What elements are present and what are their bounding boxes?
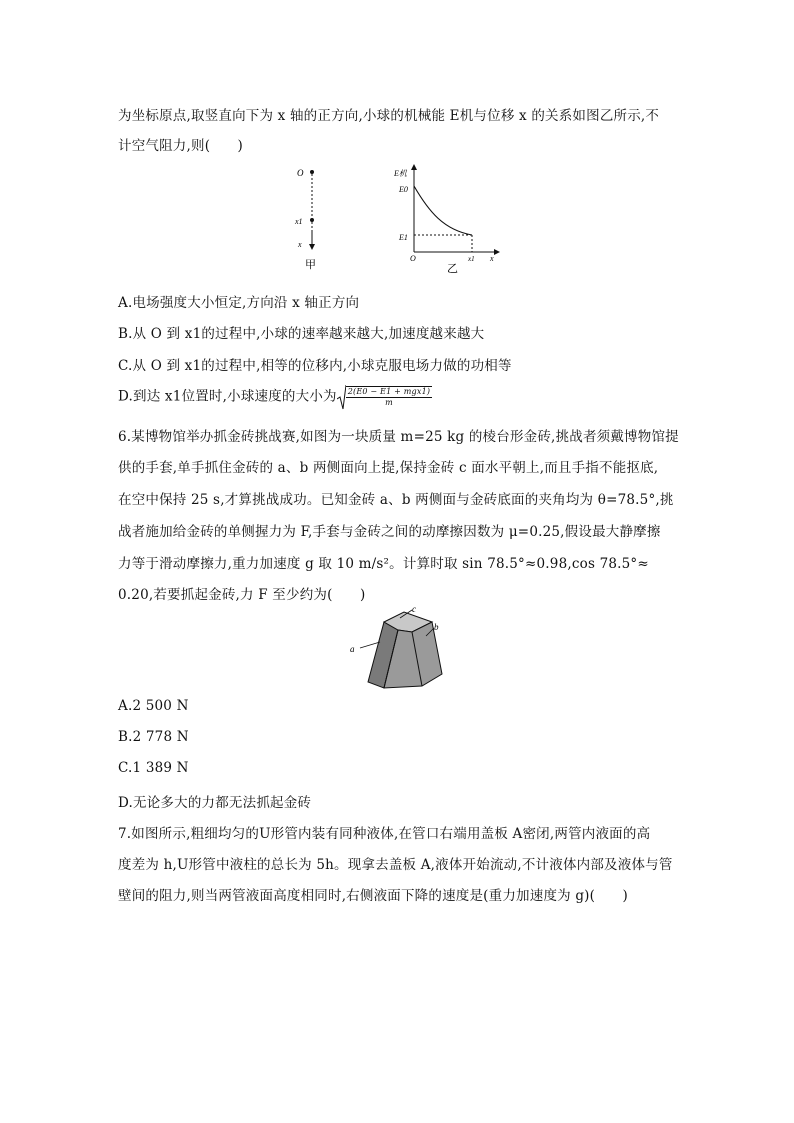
fig-yi-x1-label: x1 <box>468 255 475 263</box>
q6-stem-line-1: 6.某博物馆举办抓金砖挑战赛,如图为一块质量 m=25 kg 的棱台形金砖,挑战者须戴博物馆提 <box>118 429 679 445</box>
q5-option-a: A.电场强度大小恒定,方向沿 x 轴正方向 <box>118 295 360 311</box>
q5-stem-line-1: 为坐标原点,取竖直向下为 x 轴的正方向,小球的机械能 E机与位移 x 的关系如图乙所示,不 <box>118 108 660 124</box>
fraction-denominator: m <box>385 398 393 407</box>
q6-stem-line-2: 供的手套,单手抓住金砖的 a、b 两侧面向上提,保持金砖 c 面水平朝上,而且手指不能抠底, <box>118 460 659 476</box>
fraction-numerator: 2(E0 − E1 + mgx1) <box>347 387 431 396</box>
fig-jia-ball-dot <box>310 218 314 222</box>
fig-yi-caption: 乙 <box>447 263 458 274</box>
fig-yi-e1-label: E1 <box>399 233 408 242</box>
q7-stem-line-2: 度差为 h,U形管中液柱的总长为 5h。现拿去盖板 A,液体开始流动,不计液体内部及液体与管 <box>118 857 673 873</box>
figure-yi <box>394 162 504 274</box>
q6-stem-line-3: 在空中保持 25 s,才算挑战成功。已知金砖 a、b 两侧面与金砖底面的夹角均为 θ=78.5°,挑 <box>118 492 674 508</box>
q5-option-b: B.从 O 到 x1的过程中,小球的速率越来越大,加速度越来越大 <box>118 326 485 342</box>
brick-label-a: a <box>350 644 355 654</box>
fig-jia-arrowhead <box>309 244 315 250</box>
q6-stem-line-5: 力等于滑动摩擦力,重力加速度 g 取 10 m/s²。计算时取 sin 78.5°≈0.98,cos 78.5°≈ <box>118 556 649 572</box>
q5-option-c: C.从 O 到 x1的过程中,相等的位移内,小球克服电场力做的功相等 <box>118 358 512 374</box>
q6-option-a: A.2 500 N <box>118 698 189 714</box>
q7-stem-line-3: 壁间的阻力,则当两管液面高度相同时,右侧液面下降的速度是(重力加速度为 g)( ) <box>118 888 628 904</box>
fig-yi-e-axis-label: E机 <box>394 169 407 178</box>
q6-option-b: B.2 778 N <box>118 729 189 745</box>
q5-option-d-text: D.到达 x1位置时,小球速度的大小为 <box>118 388 337 405</box>
sqrt-fraction <box>346 386 432 408</box>
q7-stem-line-1: 7.如图所示,粗细均匀的U形管内装有同种液体,在管口右端用盖板 A密闭,两管内液面的高 <box>118 826 651 842</box>
fig-jia-origin-label: O <box>297 168 304 178</box>
q5-option-d <box>118 384 432 410</box>
q6-option-c: C.1 389 N <box>118 760 189 776</box>
fig-yi-x-arrowhead <box>494 249 500 255</box>
gold-brick-figure <box>340 604 460 694</box>
fig-jia-x1-label: x1 <box>295 217 303 226</box>
q6-stem-line-4: 战者施加给金砖的单侧握力为 F,手套与金砖之间的动摩擦因数为 μ=0.25,假设最大静摩擦 <box>118 524 661 540</box>
brick-label-c: c <box>412 604 416 614</box>
fig-jia-origin-dot <box>310 170 314 174</box>
q6-option-d: D.无论多大的力都无法抓起金砖 <box>118 795 312 811</box>
fig-yi-x-label: x <box>490 254 494 263</box>
sqrt-sign <box>337 384 346 410</box>
q5-stem-line-2: 计空气阻力,则( ) <box>118 138 244 154</box>
figure-jia <box>290 162 340 272</box>
fig-yi-energy-curve <box>414 186 472 235</box>
fig-jia-caption: 甲 <box>305 259 316 271</box>
brick-label-b: b <box>434 622 439 632</box>
sqrt-expression <box>337 384 432 410</box>
fig-jia-x-label: x <box>298 240 302 249</box>
q6-stem-line-6: 0.20,若要抓起金砖,力 F 至少约为( ) <box>118 587 366 603</box>
fig-yi-e0-label: E0 <box>399 185 408 194</box>
fig-yi-origin-label: O <box>410 254 416 263</box>
fig-yi-y-arrowhead <box>411 164 417 170</box>
